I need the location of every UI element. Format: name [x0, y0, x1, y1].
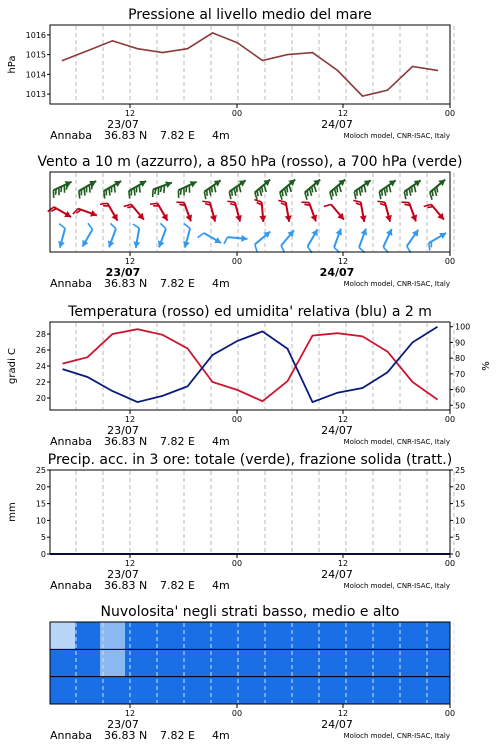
wind-barb-feather [259, 189, 261, 196]
wind-barb-feather [234, 188, 236, 195]
x-tick-label: 12 [124, 257, 136, 266]
wind-barb-feather [214, 185, 216, 192]
pressure-point [262, 60, 264, 62]
wind-barb-feather [339, 185, 341, 192]
cloud-cell [275, 677, 301, 704]
pressure-point [112, 40, 114, 42]
location-lon: 7.82 E [160, 277, 195, 290]
wind-barb-feather [330, 192, 332, 199]
cloud-cell [50, 622, 76, 649]
wind-barb-feather [359, 188, 361, 195]
wind-barb-feather [284, 189, 286, 196]
wind-barb [198, 233, 221, 243]
location-lon: 7.82 E [160, 435, 195, 448]
cloud-cell [325, 622, 351, 649]
wind-barb [404, 180, 420, 199]
y-tick-label: 20 [35, 394, 46, 403]
humidity-line [63, 327, 438, 402]
cloud-cell [275, 622, 301, 649]
date-label: 23/07 [105, 266, 141, 279]
date-label: 24/07 [321, 718, 353, 731]
y2-tick-label: 5 [455, 533, 461, 543]
y-tick-label: 0 [40, 550, 46, 559]
wind-barb-feather [184, 224, 190, 229]
location-name: Annaba [50, 729, 92, 742]
x-tick-label: 12 [124, 109, 136, 118]
wind-barb-feather [160, 223, 166, 228]
x-tick-label: 12 [337, 559, 349, 568]
date-label: 24/07 [321, 424, 353, 437]
wind-barb-feather [66, 184, 67, 190]
pressure-point [287, 54, 289, 56]
wind-barb-feather [424, 204, 431, 206]
wind-barb [334, 229, 342, 253]
location-elev: 4m [212, 435, 230, 448]
cloud-cell [350, 677, 376, 704]
wind-barb-feather [332, 190, 333, 196]
cloud-cell [50, 677, 76, 704]
model-credit: Moloch model, CNR-ISAC, Italy [343, 438, 450, 446]
wind-barb-feather [337, 187, 338, 193]
pressure-panel [7, 25, 454, 104]
date-label: 23/07 [107, 118, 139, 131]
x-tick-label: 00 [444, 257, 456, 266]
x-tick-label: 00 [231, 109, 243, 118]
wind-barb [255, 232, 270, 252]
cloud-cell [350, 622, 376, 649]
wind-barb-feather [430, 192, 432, 199]
wind-barb [204, 180, 220, 199]
cloud-cell [175, 649, 201, 676]
wind-barb-feather [229, 192, 231, 199]
wind-barb-feather [109, 188, 110, 196]
cloud-cell [125, 677, 151, 704]
wind-barb-feather [150, 203, 158, 204]
wind-barb-feather [414, 185, 416, 192]
wind-barb [158, 223, 166, 247]
pressure-point [437, 70, 439, 72]
cloud-cell [250, 677, 276, 704]
wind-barb-feather [61, 186, 62, 192]
x-tick-label: 00 [444, 559, 456, 568]
wind-barb-feather [179, 204, 185, 205]
date-label: 24/07 [321, 118, 353, 131]
chart-title-clouds: Nuvolosita' negli strati basso, medio e alto [100, 604, 400, 620]
location-elev: 4m [212, 729, 230, 742]
wind-barb-feather [434, 189, 436, 196]
wind-barb [150, 203, 168, 220]
pressure-point [212, 32, 214, 34]
wind-barb-feather [309, 189, 311, 196]
wind-barb-feather [133, 224, 139, 228]
clouds-panel [50, 622, 454, 704]
cloud-cell [175, 677, 201, 704]
wind-barb [224, 235, 248, 244]
y-axis-label: mm [7, 502, 18, 522]
x-tick-label: 00 [444, 415, 456, 424]
wind-barb [202, 201, 217, 221]
cloud-cell [400, 677, 426, 704]
wind-barb [278, 200, 291, 221]
wind-barb-feather [427, 207, 433, 208]
y2-tick-label: 15 [455, 499, 466, 509]
wind-barb-head [385, 215, 392, 222]
chart-title-precip: Precip. acc. in 3 ore: totale (verde), frazione solida (tratt.) [47, 452, 453, 468]
wind-barb-feather [239, 185, 241, 192]
wind-barb [330, 180, 345, 200]
location-elev: 4m [212, 579, 230, 592]
cloud-cell [375, 622, 401, 649]
y-tick-label: 28 [35, 330, 46, 339]
wind-barb [227, 201, 242, 221]
wind-barb [108, 223, 116, 247]
footer-clouds [50, 704, 455, 742]
wind-barb [301, 202, 317, 221]
wind-barb [280, 180, 295, 200]
wind-barb-feather [404, 204, 410, 205]
cloud-cell [325, 649, 351, 676]
cloud-cell [300, 677, 326, 704]
wind-barb-feather [198, 233, 204, 238]
y2-tick-label: 50 [455, 401, 466, 411]
x-tick-label: 00 [444, 109, 456, 118]
footer-temperature_humidity [50, 410, 455, 448]
wind-barb [377, 201, 392, 221]
wind-barb-feather [84, 188, 85, 196]
temperature-line [63, 329, 438, 401]
wind-barb-head [241, 235, 247, 242]
cloud-cell [200, 677, 226, 704]
wind-barb-feather [334, 189, 336, 196]
wind-barb-feather [160, 186, 161, 192]
wind-barb-feather [127, 207, 133, 208]
wind-barb [430, 180, 445, 200]
wind-barb-feather [429, 243, 430, 251]
y-tick-label: 22 [35, 378, 46, 387]
cloud-cell [425, 649, 451, 676]
wind-barb-feather [100, 203, 108, 204]
wind-barb-feather [254, 200, 261, 202]
location-name: Annaba [50, 435, 92, 448]
cloud-cell [350, 649, 376, 676]
wind-barb-feather [181, 189, 182, 195]
cloud-cell [125, 622, 151, 649]
pressure-point [187, 48, 189, 50]
cloud-cell [75, 622, 101, 649]
date-label: 24/07 [321, 568, 353, 581]
location-name: Annaba [50, 579, 92, 592]
wind-barb-feather [202, 201, 210, 202]
wind-barb-feather [280, 192, 282, 199]
location-elev: 4m [212, 277, 230, 290]
footer-pressure [50, 104, 455, 142]
y-tick-label: 5 [40, 533, 46, 543]
y-axis-label: hPa [7, 55, 18, 74]
cloud-cell [75, 649, 101, 676]
y-tick-label: 20 [35, 482, 46, 492]
location-elev: 4m [212, 129, 230, 142]
pressure-point [237, 42, 239, 44]
y2-tick-label: 20 [455, 482, 466, 492]
wind-barb-feather [110, 223, 116, 228]
cloud-cell [400, 649, 426, 676]
wind-barb-feather [324, 204, 331, 206]
cloud-cell [150, 649, 176, 676]
location-lon: 7.82 E [160, 129, 195, 142]
wind-barb-feather [314, 185, 316, 192]
wind-barb [308, 229, 318, 252]
x-tick-label: 00 [231, 709, 243, 718]
wind-barb-feather [264, 185, 266, 192]
wind-barb [124, 204, 144, 219]
date-label: 23/07 [107, 568, 139, 581]
pressure-point [412, 66, 414, 68]
x-tick-label: 00 [231, 415, 243, 424]
date-label: 24/07 [319, 266, 355, 279]
wind-barb [104, 181, 121, 199]
plot-frame [50, 470, 450, 554]
precip-panel [7, 466, 465, 559]
location-lon: 7.82 E [160, 729, 195, 742]
wind-barb-feather [124, 204, 131, 206]
wind-barb-feather [404, 192, 406, 199]
cloud-cell [375, 677, 401, 704]
x-tick-label: 00 [231, 559, 243, 568]
location-lat: 36.83 N [104, 579, 148, 592]
cloud-cell [50, 649, 76, 676]
wind-barb-head [235, 215, 242, 222]
wind-barb [324, 204, 344, 219]
date-label: 23/07 [107, 424, 139, 437]
x-tick-label: 00 [444, 709, 456, 718]
cloud-cell [75, 677, 101, 704]
wind-barb-feather [139, 185, 140, 193]
location-name: Annaba [50, 277, 92, 290]
y-tick-label: 24 [35, 362, 46, 371]
cloud-cell [200, 622, 226, 649]
wind-barb [153, 181, 172, 197]
wind-barb [255, 180, 270, 200]
wind-barb-feather [389, 185, 391, 192]
cloud-cell [300, 649, 326, 676]
wind-barb-feather [305, 192, 307, 199]
x-tick-label: 12 [337, 709, 349, 718]
pressure-point [62, 60, 64, 62]
cloud-cell [250, 622, 276, 649]
x-tick-label: 00 [231, 257, 243, 266]
chart-title-pressure: Pressione al livello medio del mare [128, 7, 372, 23]
x-tick-label: 12 [337, 415, 349, 424]
wind-barb-feather [312, 187, 313, 193]
x-tick-label: 12 [124, 415, 136, 424]
y2-tick-label: 25 [455, 466, 466, 475]
y2-tick-label: 80 [455, 354, 466, 364]
cloud-cell [125, 649, 151, 676]
wind-barb-feather [354, 192, 356, 199]
wind-barb-feather [129, 191, 130, 199]
model-credit: Moloch model, CNR-ISAC, Italy [343, 132, 450, 140]
wind-barb-head [58, 241, 65, 248]
wind-barb [183, 224, 190, 248]
wind-barb [79, 181, 96, 199]
x-tick-label: 12 [124, 559, 136, 568]
cloud-cell [250, 649, 276, 676]
location-name: Annaba [50, 129, 92, 142]
wind-barb-feather [255, 244, 257, 251]
wind-barb-feather [287, 187, 288, 193]
pressure-point [362, 95, 364, 97]
y2-tick-label: 0 [455, 550, 461, 559]
wind-barb-feather [281, 246, 284, 253]
wind-barb-feather [409, 188, 411, 195]
wind-barb [129, 181, 146, 199]
y-tick-label: 1016 [25, 30, 46, 40]
x-tick-label: 12 [124, 709, 136, 718]
wind-barb-feather [282, 190, 283, 196]
pressure-point [312, 52, 314, 54]
wind-barb-feather [257, 190, 258, 196]
x-tick-label: 12 [337, 109, 349, 118]
date-label: 23/07 [107, 718, 139, 731]
wind-barb-feather [377, 201, 385, 202]
chart-title-wind: Vento a 10 m (azzurro), a 850 hPa (rosso), a 700 hPa (verde) [37, 154, 463, 170]
wind-barb-feather [104, 191, 105, 199]
y-tick-label: 15 [35, 499, 46, 509]
wind-barb-feather [56, 189, 57, 195]
cloud-cell [400, 622, 426, 649]
pressure-point [87, 50, 89, 52]
plot-frame [50, 25, 450, 104]
wind-barb [353, 200, 366, 221]
location-lat: 36.83 N [104, 129, 148, 142]
cloud-cell [275, 649, 301, 676]
pressure-point [387, 89, 389, 91]
wind-barb [354, 180, 370, 199]
wind-barb-feather [114, 185, 115, 193]
y2-tick-label: 60 [455, 385, 466, 395]
cloud-cell [175, 622, 201, 649]
model-credit: Moloch model, CNR-ISAC, Italy [343, 732, 450, 740]
wind-barb-feather [432, 190, 433, 196]
wind-barb-feather [379, 192, 381, 199]
cloud-cell [425, 622, 451, 649]
wind-barb-feather [304, 204, 310, 205]
pressure-line [63, 33, 438, 96]
wind-barb-feather [79, 191, 80, 199]
wind-barb-feather [278, 200, 285, 202]
wind-barb-feather [204, 192, 206, 199]
chart-title-temperature_humidity: Temperatura (rosso) ed umidita' relativa (blu) a 2 m [68, 304, 432, 320]
cloud-cell [375, 649, 401, 676]
cloud-cell [425, 677, 451, 704]
wind-barb-feather [224, 237, 228, 244]
location-lat: 36.83 N [104, 729, 148, 742]
model-credit: Moloch model, CNR-ISAC, Italy [343, 582, 450, 590]
cloud-cell [100, 649, 126, 676]
wind-barb [281, 230, 294, 252]
y-tick-label: 1015 [25, 50, 46, 60]
y-tick-label: 26 [35, 346, 46, 355]
wind-barb-feather [384, 188, 386, 195]
pressure-point [137, 48, 139, 50]
x-tick-label: 12 [337, 257, 349, 266]
footer-precip [50, 554, 455, 592]
y2-axis-label: % [481, 361, 492, 371]
cloud-cell [150, 622, 176, 649]
wind-barb [429, 233, 446, 251]
wind-barb [178, 181, 196, 198]
location-lat: 36.83 N [104, 435, 148, 448]
location-lat: 36.83 N [104, 277, 148, 290]
wind-barb [133, 224, 140, 248]
wind-barb-feather [289, 185, 291, 192]
wind-barb-feather [437, 187, 438, 193]
y-tick-label: 10 [35, 516, 46, 526]
y-tick-label: 25 [35, 466, 46, 475]
y-tick-label: 1014 [25, 70, 46, 80]
wind-barb-feather [59, 224, 65, 229]
wind-barb-feather [186, 186, 187, 192]
wind-barb [305, 180, 320, 200]
model-credit: Moloch model, CNR-ISAC, Italy [343, 280, 450, 288]
wind-panel [48, 172, 454, 253]
wind-barb-feather [155, 188, 156, 194]
cloud-cell [100, 677, 126, 704]
wind-barb-feather [364, 185, 366, 192]
wind-barb-feather [88, 223, 93, 229]
wind-barb [379, 180, 395, 199]
wind-barb-feather [134, 188, 135, 196]
wind-barb-feather [307, 190, 308, 196]
location-lon: 7.82 E [160, 579, 195, 592]
wind-barb [401, 202, 417, 221]
y2-tick-label: 100 [455, 322, 471, 332]
wind-barb [383, 229, 392, 253]
cloud-cell [200, 649, 226, 676]
cloud-cell [325, 677, 351, 704]
pressure-point [162, 52, 164, 54]
wind-barb [359, 229, 367, 253]
wind-barb-feather [255, 192, 257, 199]
wind-barb-feather [262, 187, 263, 193]
wind-barb [82, 223, 92, 246]
wind-barb-feather [353, 200, 360, 202]
wind-barb [53, 181, 71, 198]
cloud-cell [150, 677, 176, 704]
wind-barb-feather [89, 185, 90, 193]
y2-tick-label: 90 [455, 338, 466, 348]
y2-tick-label: 10 [455, 516, 466, 526]
cloud-cell [300, 622, 326, 649]
y2-tick-label: 70 [455, 369, 466, 379]
y-axis-label: gradi C [7, 348, 18, 384]
wind-barb [407, 230, 418, 253]
wind-barb [58, 224, 65, 248]
cloud-cell [100, 622, 126, 649]
wind-barb-feather [227, 201, 235, 202]
pressure-point [337, 70, 339, 72]
y-tick-label: 1013 [25, 90, 46, 100]
footer-wind [50, 252, 455, 290]
wind-barb [48, 207, 71, 217]
temperature-humidity-panel [7, 322, 492, 410]
